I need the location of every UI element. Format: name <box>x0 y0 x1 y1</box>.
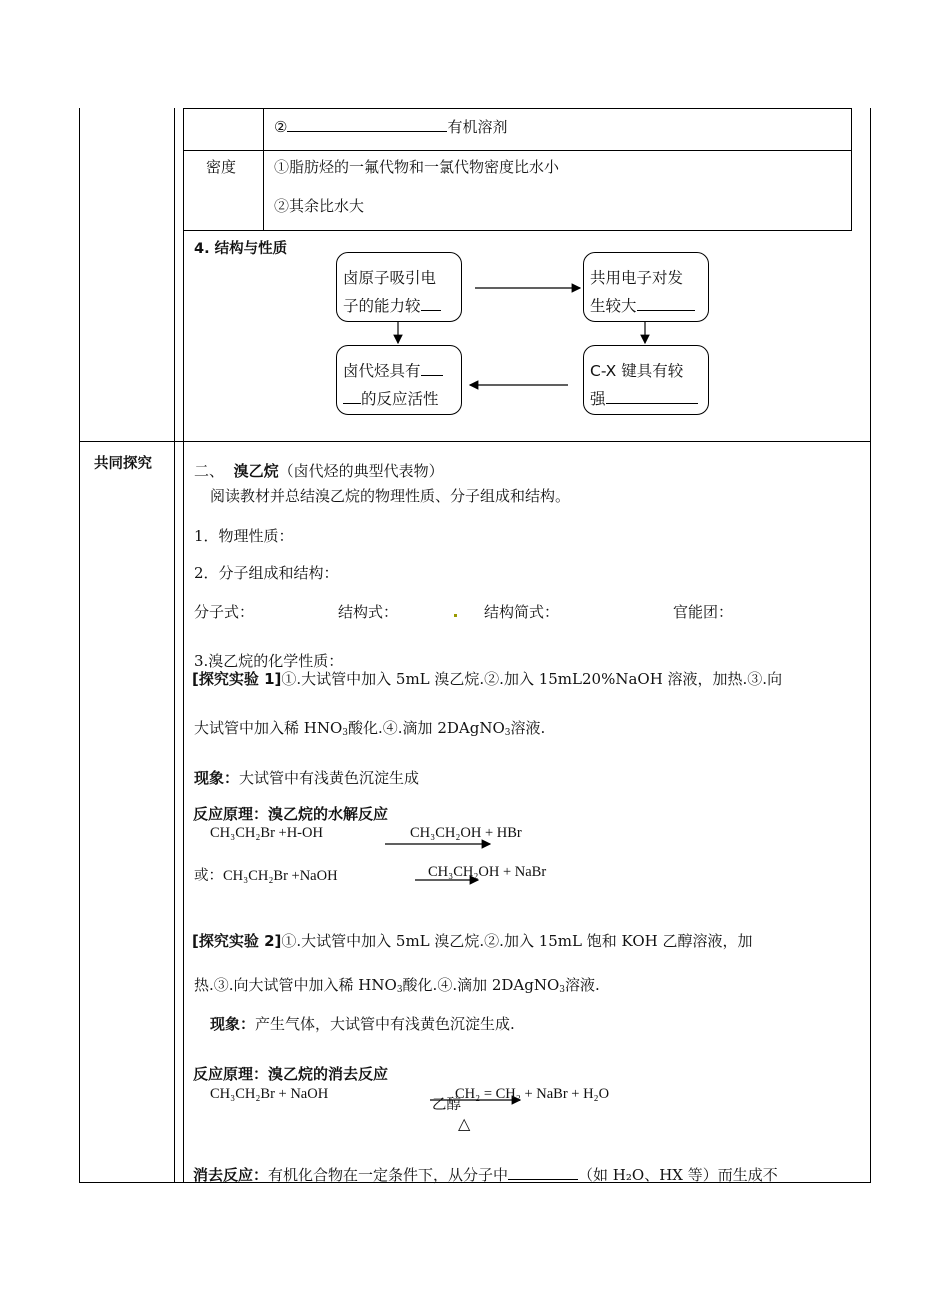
flow-box-reactivity: 卤代烃具有 的反应活性 <box>336 345 462 415</box>
density-line-1: ①脂肪烃的一氟代物和一氯代物密度比水小 <box>274 158 560 176</box>
item-chemical-properties: 3.溴乙烷的化学性质： <box>194 652 344 670</box>
item-composition: 2．分子组成和结构： <box>194 564 339 582</box>
experiment2-line2: 热.③.向大试管中加入稀 $HNO_3$酸化.④.滴加 2DAgNO$_3$溶液. <box>194 976 600 995</box>
flow-box-halogen: 卤原子吸引电 子的能力较 <box>336 252 462 322</box>
density-line-2: ②其余比水大 <box>274 197 365 215</box>
solubility-row-text: ② 有机溶剂 <box>274 118 508 136</box>
equation2-right: CH₃CH₂OH + NaBr <box>428 864 547 880</box>
left-column-label: 共同探究 <box>94 456 152 472</box>
item-physical-properties: 1．物理性质： <box>194 527 294 545</box>
formula-label: 分子式： <box>194 603 255 621</box>
principle2-heading: 反应原理：溴乙烷的消去反应 <box>193 1065 389 1083</box>
phenomenon2: 现象：产生气体，大试管中有浅黄色沉淀生成. <box>210 1015 515 1033</box>
experiment2-line1: [探究实验 2]①.大试管中加入 5mL 溴乙烷.②.加入 15mL 饱和 KOH 乙醇溶液，加 <box>192 932 753 950</box>
intro-text: 阅读教材并总结溴乙烷的物理性质、分子组成和结构。 <box>210 487 571 505</box>
equation3-right: CH₂ = CH₂ + NaBr + H₂O <box>455 1086 610 1102</box>
experiment1-line2: 大试管中加入稀 $HNO_3$酸化.④.滴加 2DAgNO$_3$溶液. <box>194 719 546 738</box>
elimination-definition: 消去反应：有机化合物在一定条件下，从分子中 （如 H₂O、HX 等）而生成不 <box>193 1166 778 1184</box>
phenomenon1: 现象：大试管中有浅黄色沉淀生成 <box>194 769 420 787</box>
equation3-left: CH₃CH₂Br + NaOH <box>210 1086 329 1102</box>
structural-label: 结构式： <box>338 603 399 621</box>
equation3-condition-bottom: △ <box>458 1114 471 1133</box>
equation3-condition-top: 乙醇 <box>432 1097 461 1113</box>
section4-heading: 4. 结构与性质 <box>194 241 288 257</box>
condensed-label: 结构简式： <box>484 603 560 621</box>
experiment1-line1: [探究实验 1]①.大试管中加入 5mL 溴乙烷.②.加入 15mL20%NaOH 溶液，加热.③.向 <box>192 670 783 688</box>
functional-label: 官能团： <box>673 603 734 621</box>
section-title: 二、 溴乙烷（卤代烃的典型代表物） <box>194 462 444 480</box>
equation1-left: CH₃CH₂Br +H-OH <box>210 825 323 841</box>
equation1-right: CH₃CH₂OH + HBr <box>410 825 522 841</box>
density-label: 密度 <box>206 158 237 176</box>
flow-box-cx-bond: C-X 键具有较 强 <box>583 345 709 415</box>
equation2-left: 或：CH₃CH₂Br +NaOH <box>194 868 338 884</box>
principle1-heading: 反应原理：溴乙烷的水解反应 <box>193 805 389 823</box>
flow-box-shared-electrons: 共用电子对发 生较大 <box>583 252 709 322</box>
